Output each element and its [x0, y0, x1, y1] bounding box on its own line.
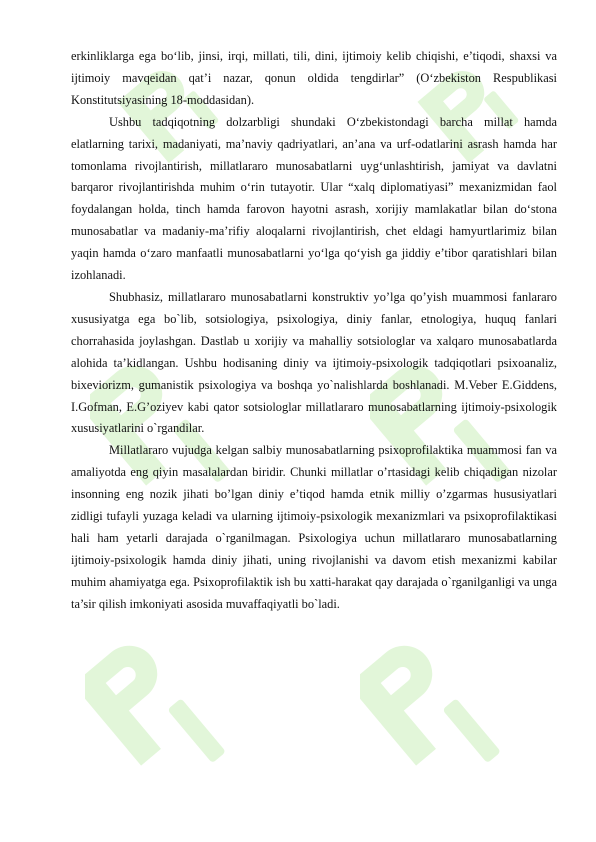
paragraph-relevance: Ushbu tadqiqotning dolzarbligi shundaki O‘zbekistondagi barcha millat hamda elatlarning tarixi, madaniyati, ma’naviy qadriyatlari, an’ana va urf-odatlarini asrash hamda har tomonlama rivojlantirish, millatlararo munosabatlarni uyg‘unlashtirish, jamiyat va davlatni barqaror rivojlantirishda muhim o‘rin tutayotir. Ular “xalq diplomatiyasi” mexanizmidan faol foydalangan holda, tinch hamda farovon hayotni asrash, xorijiy mamlakatlar bilan do‘stona munosabatlar va madaniy-ma’rifiy aloqalarni rivojlantirish, chet eldagi hamyurtlarimiz bilan yaqin hamda o‘zaro manfaatli munosabatlarni yo‘lga qo‘yish ga jiddiy e’tibor qaratishlari bilan izohlanadi.: [71, 114, 557, 283]
document-body: [71, 46, 557, 616]
paragraph-psychoprophylaxis: Millatlararo vujudga kelgan salbiy munosabatlarning psixoprofilaktika muammosi fan va amaliyotda eng qiyin masalalardan biridir. Chunki millatlar o’rtasidagi kelib chiqadigan nizolar insonning eng nozik jihati bo’lgan diniy e’tiqod hamda etnik milliy o’zgarmas hususiyatlari zidligi tufayli yuzaga keladi va ularning ijtimoiy-psixologik mexanizmlari va psixoprofilaktikasi hali ham yetarli darajada o`rganilmagan. Psixologiya uchun millatlararo munosabatlarning ijtimoiy-psixologik hamda diniy jihati, uning rivojlanishi va davom etish mexanizmi kabilar muhim ahamiyatga ega. Psixoprofilaktik ish bu xatti-harakat qay darajada o`rganilganligi va unga ta’sir qilish imkoniyati asosida muvaffaqiyatli bo`ladi.: [71, 443, 557, 611]
paragraph-interdisciplinary: Shubhasiz, millatlararo munosabatlarni konstruktiv yo’lga qo’yish muammosi fanlararo xususiyatga ega bo`lib, sotsiologiya, psixologiya, diniy fanlar, etnologiya, huquq fanlari chorrahasida joylashgan. Dastlab u xorijiy va mahalliy sotsiologlar va xalqaro munosabatlarda alohida ta’kidlangan. Ushbu hodisaning diniy va ijtimoiy-psixologik tadqiqotlari psixoanaliz, bixeviorizm, gumanistik psixologiya va boshqa yo`nalishlarda boshlanadi. M.Veber E.Giddens, I.Gofman, E.G’oziyev kabi qator sotsiologlar millatlararo munosabatlarning ijtimoiy-psixologik xususiyatlarini o`rgandilar.: [71, 289, 557, 436]
watermark-icon: [360, 620, 500, 820]
paragraph-continuation: erkinliklarga ega bo‘lib, jinsi, irqi, millati, tili, dini, ijtimoiy kelib chiqishi, e’tiqodi, shaxsi va ijtimoiy mavqeidan qat’i nazar, qonun oldida tengdirlar” (O‘zbekiston Respublikasi Konstitutsiyasining 18-moddasidan).: [71, 49, 557, 107]
watermark-icon: [85, 620, 225, 820]
